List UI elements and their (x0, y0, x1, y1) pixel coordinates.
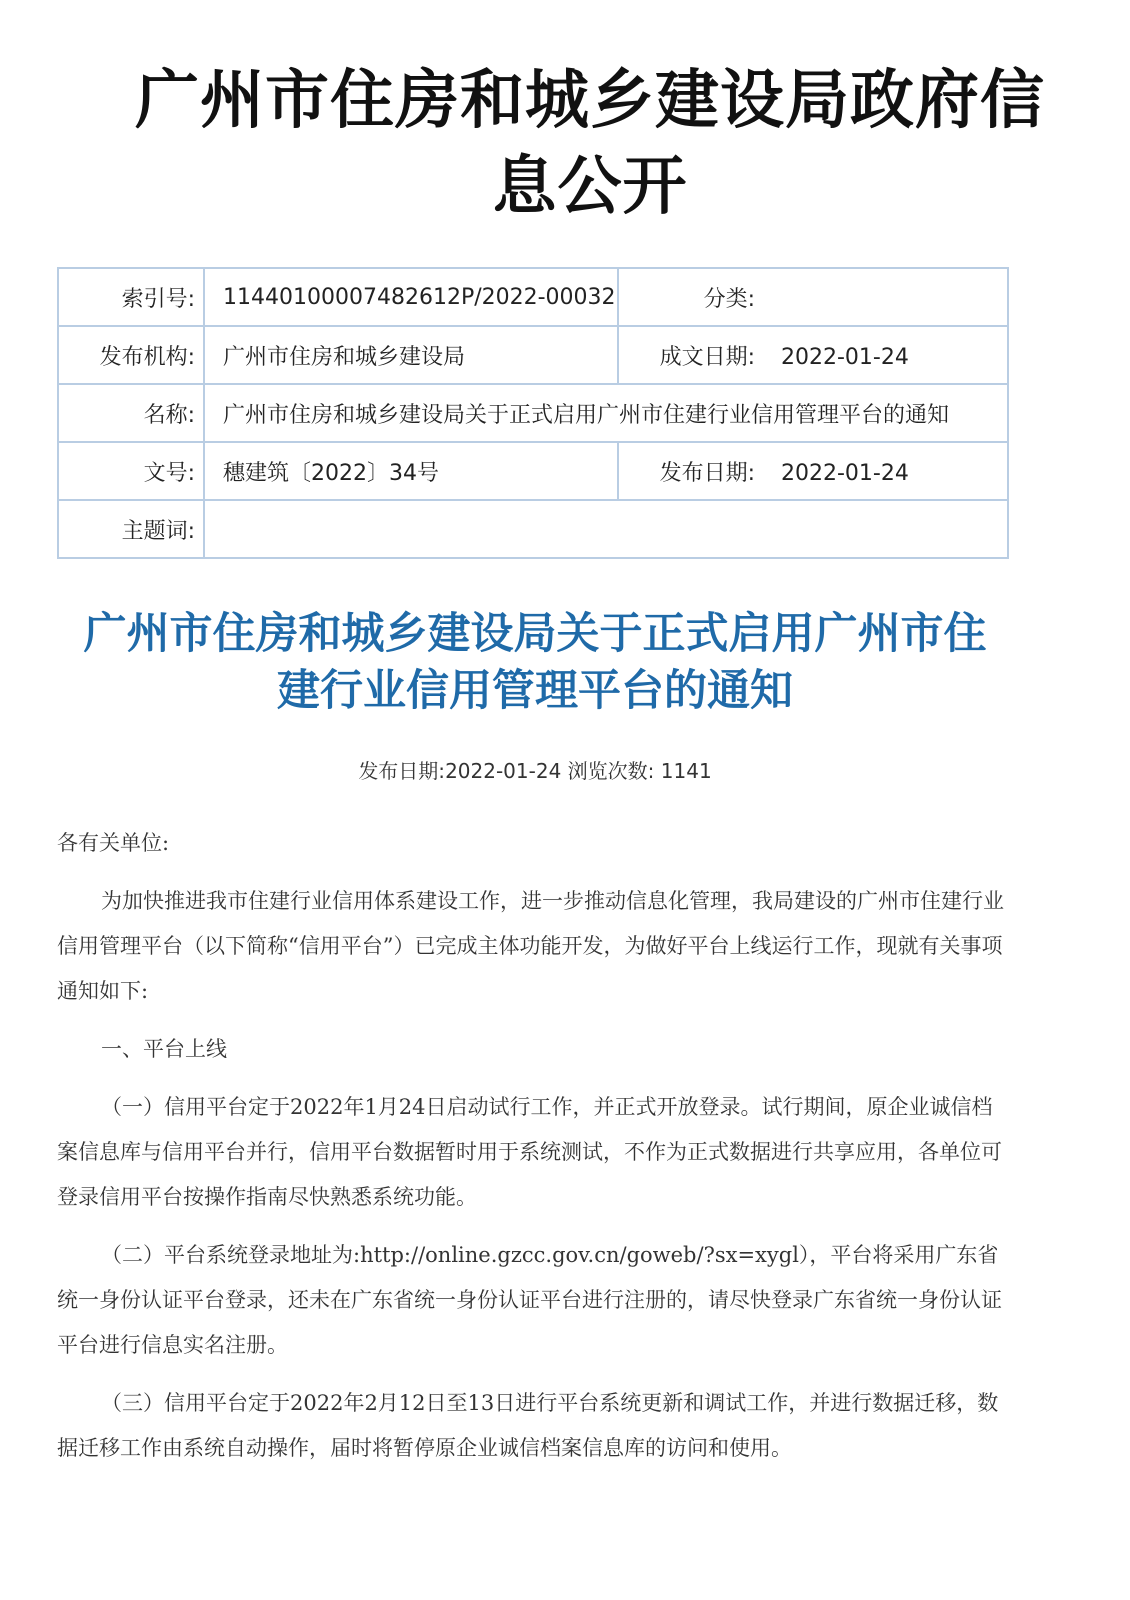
document-info-table (57, 267, 1009, 559)
keywords-value (204, 500, 1008, 558)
info-row-index (58, 268, 1008, 326)
body-paragraph: （一）信用平台定于2022年1月24日启动试行工作，并正式开放登录。试行期间，原企业诚信档案信息库与信用平台并行，信用平台数据暂时用于系统测试，不作为正式数据进行共享应用，各单位可登录信用平台按操作指南尽快熟悉系统功能。 (57, 1095, 1002, 1209)
article-body (57, 821, 1007, 1484)
body-paragraph: （二）平台系统登录地址为:http://online.gzcc.gov.cn/goweb/?sx=xygl），平台将采用广东省统一身份认证平台登录，还未在广东省统一身份认证平台进行注册的，请尽快登录广东省统一身份认证平台进行信息实名注册。 (57, 1243, 1002, 1357)
publish-date-value: 2022-01-24 (781, 460, 909, 486)
category-cell (618, 268, 1008, 326)
info-row-doc-no (58, 442, 1008, 500)
meta-views-value: 1141 (660, 759, 712, 783)
index-value: 11440100007482612P/2022-00032 (204, 268, 618, 326)
publish-date-label: 发布日期: (659, 460, 755, 486)
section-heading: 一、平台上线 (101, 1037, 227, 1061)
salutation: 各有关单位: (57, 831, 170, 855)
body-paragraph: （三）信用平台定于2022年2月12日至13日进行平台系统更新和调试工作，并进行数据迁移，数据迁移工作由系统自动操作，届时将暂停原企业诚信档案信息库的访问和使用。 (57, 1391, 999, 1460)
publisher-value: 广州市住房和城乡建设局 (204, 326, 618, 384)
article-title (40, 606, 1030, 720)
doc-no-value: 穗建筑〔2022〕34号 (204, 442, 618, 500)
info-row-publisher (58, 326, 1008, 384)
index-label: 索引号: (58, 268, 204, 326)
info-row-keywords (58, 500, 1008, 558)
publish-date-cell (618, 442, 1008, 500)
created-date-label: 成文日期: (659, 344, 755, 370)
doc-no-label: 文号: (58, 442, 204, 500)
article-title-line: 广州市住房和城乡建设局关于正式启用广州市住 (83, 609, 987, 659)
name-value: 广州市住房和城乡建设局关于正式启用广州市住建行业信用管理平台的通知 (204, 384, 1008, 442)
meta-views-label: 浏览次数: (567, 759, 655, 783)
body-paragraph: 为加快推进我市住建行业信用体系建设工作，进一步推动信息化管理，我局建设的广州市住建行业信用管理平台（以下简称“信用平台”）已完成主体功能开发，为做好平台上线运行工作，现就有关事项通知如下: (57, 889, 1004, 1003)
keywords-label: 主题词: (58, 500, 204, 558)
created-date-cell (618, 326, 1008, 384)
meta-publish-label: 发布日期: (358, 759, 446, 783)
article-meta (0, 755, 1070, 784)
meta-publish-value: 2022-01-24 (445, 759, 562, 783)
created-date-value: 2022-01-24 (781, 344, 909, 370)
publisher-label: 发布机构: (58, 326, 204, 384)
article-title-line: 建行业信用管理平台的通知 (277, 666, 793, 716)
category-label: 分类: (703, 286, 755, 312)
page-title: 广州市住房和城乡建设局政府信息公开 (135, 64, 1045, 224)
name-label: 名称: (58, 384, 204, 442)
info-row-name (58, 384, 1008, 442)
